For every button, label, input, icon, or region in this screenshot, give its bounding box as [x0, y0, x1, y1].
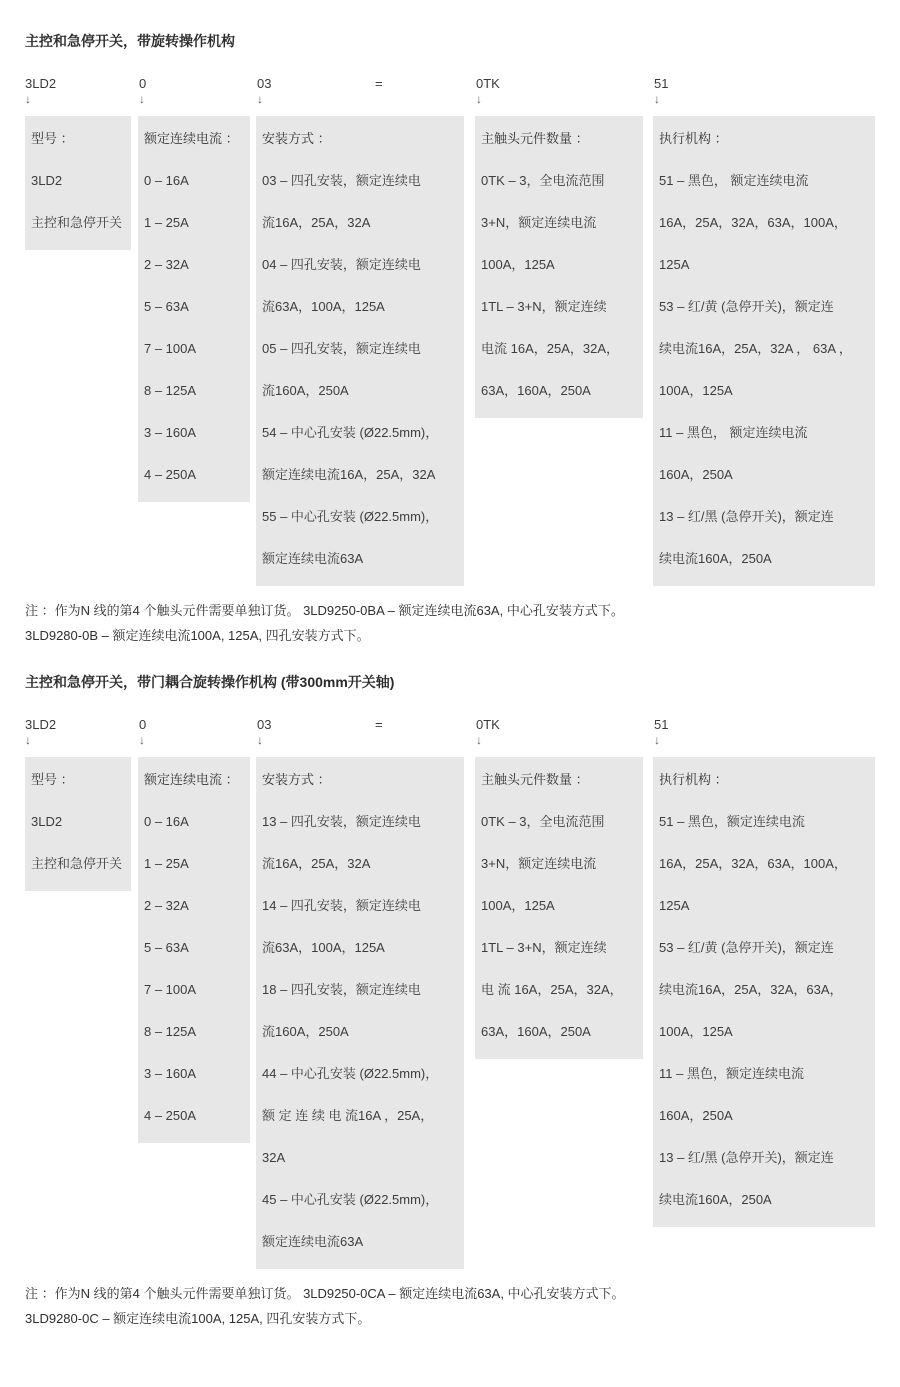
column-line: 3 – 160A: [144, 425, 197, 440]
note-line: 3LD9280-0B – 额定连续电流100A, 125A, 四孔安装方式下。: [25, 628, 370, 643]
column-line: 1 – 25A: [144, 856, 189, 871]
column-line: 5 – 63A: [144, 299, 189, 314]
column-line: 5 – 63A: [144, 940, 189, 955]
code-columns: [25, 757, 875, 1269]
column-line: 主控和急停开关: [31, 856, 123, 871]
column-line: 63A，160A，250A: [481, 383, 591, 398]
code-part: =: [375, 76, 383, 91]
product-section: [25, 33, 875, 648]
code-part: 51: [654, 717, 669, 732]
down-arrow-icon: ↓: [257, 92, 263, 106]
column-line: 电流 16A，25A，32A，: [481, 341, 620, 356]
section-title: 主控和急停开关，带门耦合旋转操作机构 (带300mm开关轴): [25, 674, 395, 690]
column-line: 流16A，25A，32A: [262, 856, 371, 871]
note-line: 注 ：作为N 线的第4 个触头元件需要单独订货。 3LD9250-0CA – 额定连续电流63A, 中心孔安装方式下。: [25, 1286, 625, 1301]
column-line: 额定连续电流16A，25A，32A: [262, 467, 436, 482]
code-column: [138, 116, 250, 502]
column-line: 45 – 中心孔安装 (Ø22.5mm)，: [262, 1192, 439, 1207]
column-line: 13 – 四孔安装，额定连续电: [262, 814, 421, 829]
code-part: 0TK: [476, 717, 500, 732]
code-column: [475, 757, 643, 1059]
column-line: 0TK – 3，全电流范围: [481, 814, 605, 829]
column-line: 55 – 中心孔安装 (Ø22.5mm)，: [262, 509, 439, 524]
column-line: 51 – 黑色， 额定连续电流: [659, 173, 809, 188]
code-part: 3LD2: [25, 717, 57, 732]
column-line: 05 – 四孔安装，额定连续电: [262, 341, 421, 356]
column-line: 100A，125A: [481, 257, 555, 272]
column-line: 54 – 中心孔安装 (Ø22.5mm)，: [262, 425, 439, 440]
column-header: 型号 ：: [31, 772, 74, 787]
code-column: [256, 116, 464, 586]
code-part: 03: [257, 76, 272, 91]
column-line: 3 – 160A: [144, 1066, 197, 1081]
code-column: [653, 757, 875, 1227]
column-line: 主控和急停开关: [31, 215, 123, 230]
column-line: 续电流16A，25A，32A，63A，: [659, 982, 843, 997]
column-line: 2 – 32A: [144, 257, 189, 272]
column-line: 4 – 250A: [144, 1108, 197, 1123]
product-section: [25, 674, 875, 1331]
column-header: 主触头元件数量 ：: [481, 772, 589, 787]
column-line: 流63A，100A，125A: [262, 299, 385, 314]
column-line: 额 定 连 续 电 流16A ，25A，: [262, 1108, 434, 1123]
column-line: 100A，125A: [659, 1024, 733, 1039]
column-header: 执行机构 ：: [659, 131, 728, 146]
column-line: 18 – 四孔安装，额定连续电: [262, 982, 421, 997]
column-line: 8 – 125A: [144, 1024, 197, 1039]
column-line: 3LD2: [31, 173, 63, 188]
column-line: 4 – 250A: [144, 467, 197, 482]
column-line: 流16A，25A，32A: [262, 215, 371, 230]
down-arrow-icon: ↓: [654, 733, 660, 747]
column-line: 续电流160A，250A: [659, 551, 772, 566]
code-columns: [25, 116, 875, 586]
down-arrow-icon: ↓: [476, 92, 482, 106]
section-title: 主控和急停开关，带旋转操作机构: [25, 33, 235, 49]
column-line: 续电流16A，25A，32A ， 63A ，: [659, 341, 852, 356]
column-line: 电 流 16A，25A，32A，: [481, 982, 623, 997]
column-line: 53 – 红/黄 (急停开关)，额定连: [659, 299, 834, 314]
arrow-row: [25, 94, 875, 110]
column-line: 7 – 100A: [144, 982, 197, 997]
order-code-row: [25, 76, 875, 94]
column-line: 04 – 四孔安装，额定连续电: [262, 257, 421, 272]
column-line: 2 – 32A: [144, 898, 189, 913]
column-line: 1TL – 3+N，额定连续: [481, 299, 607, 314]
column-line: 流160A，250A: [262, 383, 349, 398]
column-line: 11 – 黑色，额定连续电流: [659, 1066, 804, 1081]
column-line: 0TK – 3，全电流范围: [481, 173, 605, 188]
column-line: 100A，125A: [481, 898, 555, 913]
code-part: 0: [139, 717, 147, 732]
column-line: 160A，250A: [659, 467, 733, 482]
column-line: 3+N，额定连续电流: [481, 856, 597, 871]
column-line: 1 – 25A: [144, 215, 189, 230]
column-header: 执行机构 ：: [659, 772, 728, 787]
column-line: 63A，160A，250A: [481, 1024, 591, 1039]
code-part: 0TK: [476, 76, 500, 91]
column-header: 主触头元件数量 ：: [481, 131, 589, 146]
column-line: 16A，25A，32A，63A，100A，: [659, 215, 847, 230]
catalog-page: [25, 33, 875, 1331]
column-line: 32A: [262, 1150, 286, 1165]
code-column: [256, 757, 464, 1269]
code-column: [138, 757, 250, 1143]
code-part: =: [375, 717, 383, 732]
column-line: 14 – 四孔安装，额定连续电: [262, 898, 421, 913]
column-line: 3+N，额定连续电流: [481, 215, 597, 230]
code-part: 51: [654, 76, 669, 91]
arrow-row: [25, 735, 875, 751]
column-line: 100A，125A: [659, 383, 733, 398]
code-column: [25, 116, 131, 250]
order-code-row: [25, 717, 875, 735]
note-line: 3LD9280-0C – 额定连续电流100A, 125A, 四孔安装方式下。: [25, 1311, 371, 1326]
down-arrow-icon: ↓: [25, 92, 31, 106]
code-column: [25, 757, 131, 891]
code-part: 03: [257, 717, 272, 732]
code-column: [653, 116, 875, 586]
column-line: 13 – 红/黑 (急停开关)，额定连: [659, 1150, 834, 1165]
column-line: 16A，25A，32A，63A，100A，: [659, 856, 847, 871]
column-line: 44 – 中心孔安装 (Ø22.5mm)，: [262, 1066, 439, 1081]
note-line: 注 ：作为N 线的第4 个触头元件需要单独订货。 3LD9250-0BA – 额定连续电流63A, 中心孔安装方式下。: [25, 603, 624, 618]
column-header: 安装方式 ：: [262, 131, 331, 146]
column-line: 8 – 125A: [144, 383, 197, 398]
down-arrow-icon: ↓: [257, 733, 263, 747]
column-line: 160A，250A: [659, 1108, 733, 1123]
column-line: 11 – 黑色， 额定连续电流: [659, 425, 808, 440]
section-notes: [25, 598, 875, 648]
column-line: 3LD2: [31, 814, 63, 829]
column-line: 53 – 红/黄 (急停开关)，额定连: [659, 940, 834, 955]
code-part: 0: [139, 76, 147, 91]
section-notes: [25, 1281, 875, 1331]
column-line: 0 – 16A: [144, 814, 189, 829]
column-line: 125A: [659, 257, 690, 272]
column-header: 型号 ：: [31, 131, 74, 146]
column-line: 额定连续电流63A: [262, 551, 364, 566]
column-line: 续电流160A，250A: [659, 1192, 772, 1207]
column-line: 7 – 100A: [144, 341, 197, 356]
down-arrow-icon: ↓: [139, 733, 145, 747]
code-column: [475, 116, 643, 418]
column-line: 流63A，100A，125A: [262, 940, 385, 955]
code-part: 3LD2: [25, 76, 57, 91]
column-line: 125A: [659, 898, 690, 913]
column-line: 0 – 16A: [144, 173, 189, 188]
down-arrow-icon: ↓: [139, 92, 145, 106]
column-line: 1TL – 3+N，额定连续: [481, 940, 607, 955]
down-arrow-icon: ↓: [476, 733, 482, 747]
column-line: 13 – 红/黑 (急停开关)，额定连: [659, 509, 834, 524]
column-line: 03 – 四孔安装，额定连续电: [262, 173, 421, 188]
down-arrow-icon: ↓: [654, 92, 660, 106]
column-header: 额定连续电流 ：: [144, 131, 239, 146]
column-header: 安装方式 ：: [262, 772, 331, 787]
column-line: 51 – 黑色，额定连续电流: [659, 814, 805, 829]
column-line: 额定连续电流63A: [262, 1234, 364, 1249]
column-line: 流160A，250A: [262, 1024, 349, 1039]
down-arrow-icon: ↓: [25, 733, 31, 747]
column-header: 额定连续电流 ：: [144, 772, 239, 787]
